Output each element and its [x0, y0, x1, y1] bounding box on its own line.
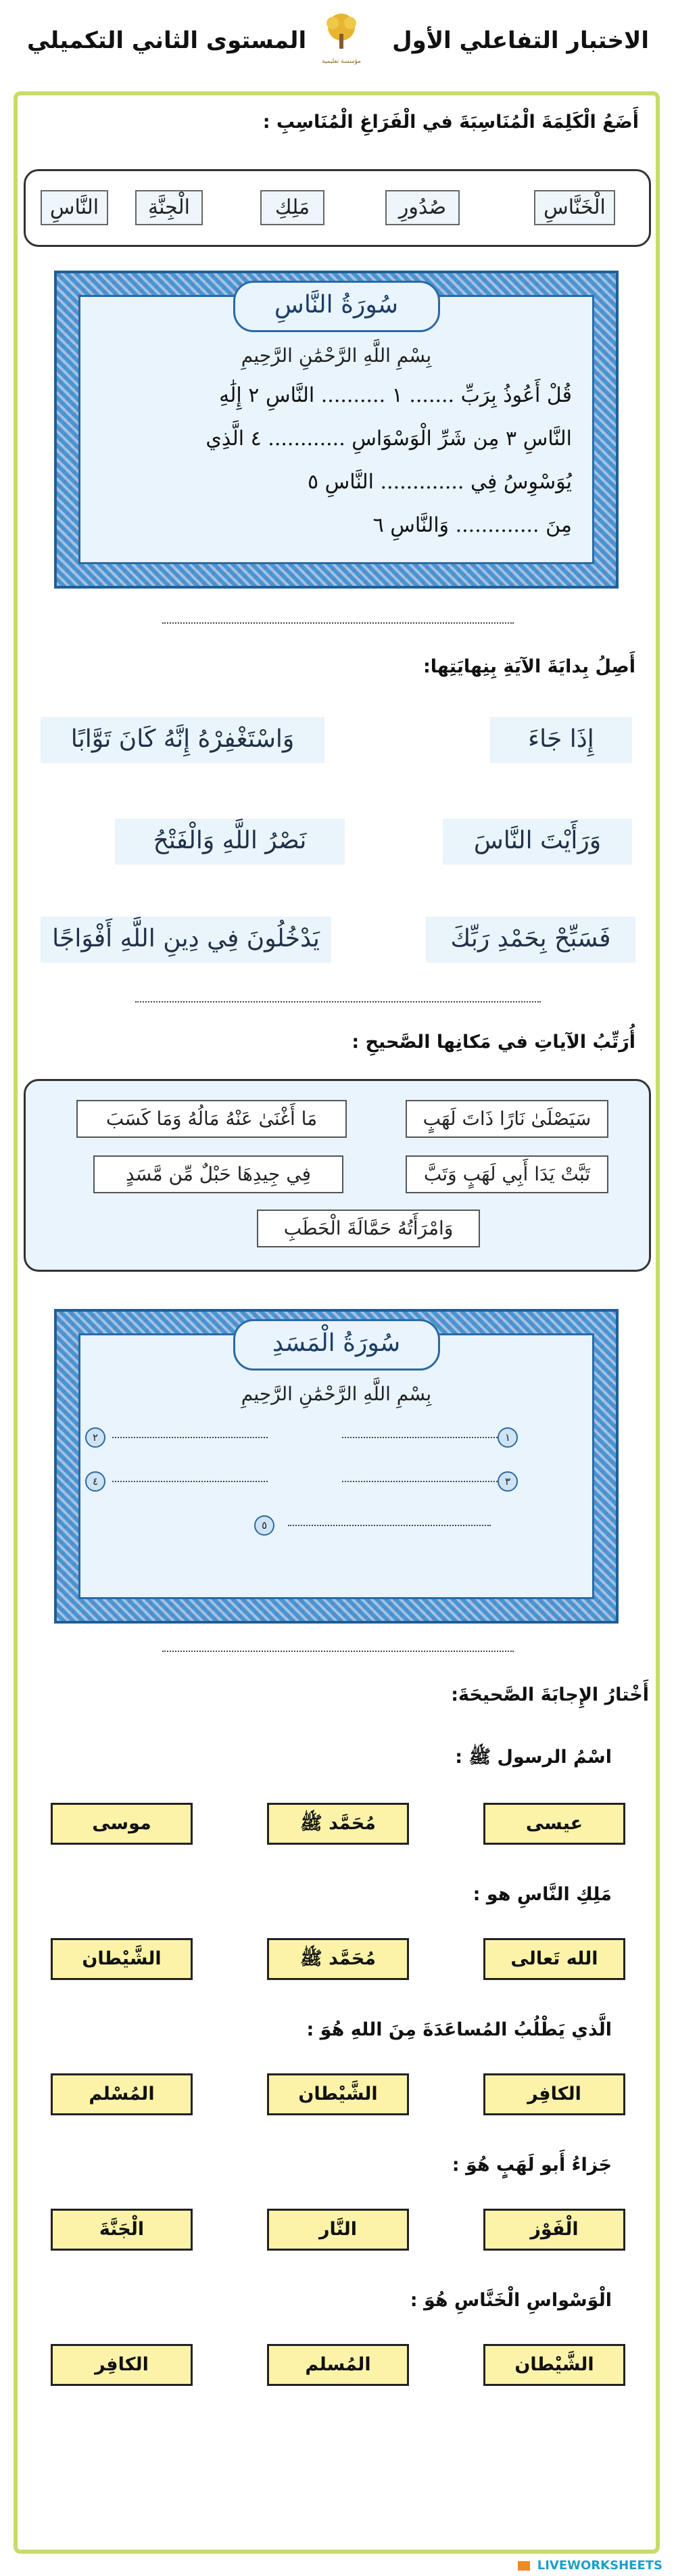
answer-option[interactable]: عيسى	[483, 1803, 625, 1845]
word-card[interactable]: مَلِكِ	[260, 190, 324, 225]
answer-option[interactable]: الْجَنَّةَ	[51, 2209, 193, 2251]
surah-nas-basmala: بِسْمِ اللَّهِ الرَّحْمَٰنِ الرَّحِيمِ	[241, 344, 432, 367]
match-start[interactable]: وَرَأَيْتَ النَّاسَ	[443, 819, 632, 865]
question-5: الْوَسْواسِ الْخَنَّاسِ هُوَ :	[410, 2290, 612, 2311]
answer-line	[112, 1437, 268, 1438]
surah-masad-panel	[54, 1309, 619, 1624]
section4-heading: أَخْتارُ الإِجابَةَ الصَّحيحَةَ:	[451, 1684, 649, 1705]
word-card[interactable]: صُدُورِ	[385, 190, 460, 225]
order-item[interactable]: فِي جِيدِهَا حَبْلٌ مِّن مَّسَدٍ	[93, 1155, 343, 1193]
question-3: الَّذي يَطْلُبُ المُساعَدَةَ مِنَ اللهِ هُوَ :	[306, 2019, 612, 2040]
surah-nas-title: سُورَةُ النَّاسِ	[233, 281, 440, 332]
answer-option[interactable]: المُسلم	[267, 2344, 409, 2386]
verse-number: ٢	[85, 1427, 105, 1448]
word-card[interactable]: النَّاسِ	[41, 190, 108, 225]
order-item[interactable]: سَيَصْلَىٰ نَارًا ذَاتَ لَهَبٍ	[406, 1100, 608, 1138]
logo	[318, 8, 365, 69]
word-bank	[24, 169, 651, 247]
match-end[interactable]: نَصْرُ اللَّهِ وَالْفَتْحُ	[115, 819, 345, 865]
match-start[interactable]: إِذَا جَاءَ	[490, 717, 632, 763]
answer-option[interactable]: الشَّيْطان	[483, 2344, 625, 2386]
surah-nas-panel	[54, 271, 619, 589]
header-test-title: الاختبار التفاعلي الأول	[392, 27, 649, 54]
surah-masad-title: سُورَةُ الْمَسَدِ	[233, 1319, 440, 1371]
answer-option[interactable]: مُحَمَّد ﷺ	[267, 1803, 409, 1845]
answer-option[interactable]: الْفَوْز	[483, 2209, 625, 2251]
surah-nas-line-4: مِنَ ............. وَالنَّاسِ ٦	[372, 513, 572, 537]
answer-option[interactable]: النَّار	[267, 2209, 409, 2251]
answer-option[interactable]: الشَّيْطان	[51, 1938, 193, 1980]
verse-number: ١	[498, 1427, 518, 1448]
footer-brand[interactable]	[518, 2558, 662, 2573]
match-end[interactable]: وَاسْتَغْفِرْهُ إِنَّهُ كَانَ تَوَّابًا	[41, 717, 324, 763]
answer-option[interactable]: المُسْلم	[51, 2073, 193, 2115]
surah-masad-basmala: بِسْمِ اللَّهِ الرَّحْمَٰنِ الرَّحِيمِ	[241, 1383, 432, 1405]
section3-heading: أُرَتِّبُ الآياتِ في مَكانِها الصَّحيحِ :	[352, 1032, 635, 1053]
order-item[interactable]: مَا أَغْنَىٰ عَنْهُ مَالُهُ وَمَا كَسَبَ	[76, 1100, 347, 1138]
surah-nas-line-1: قُلْ أَعُوذُ بِرَبِّ ....... ١ .......... النَّاسِ ٢ إِلَٰهِ	[219, 384, 572, 407]
logo-caption: مؤسسة تعليمية	[321, 58, 361, 65]
answer-option[interactable]: الله تَعالى	[483, 1938, 625, 1980]
answer-option[interactable]: مُحَمَّد ﷺ	[267, 1938, 409, 1980]
surah-nas-line-3: يُوَسْوِسُ فِي ............. النَّاسِ ٥	[308, 470, 572, 494]
order-bank	[24, 1079, 651, 1272]
section1-heading: أَضَعُ الْكَلِمَةَ الْمُنَاسِبَةَ في الْفَرَاغِ الْمُنَاسِبِ :	[262, 112, 639, 133]
order-item[interactable]: وَامْرَأَتُهُ حَمَّالَةَ الْحَطَبِ	[257, 1210, 480, 1247]
match-start[interactable]: فَسَبِّحْ بِحَمْدِ رَبِّكَ	[426, 917, 635, 963]
surah-nas-line-2: النَّاسِ ٣ مِن شَرِّ الْوَسْوَاسِ ............ ٤ الَّذِي	[206, 427, 572, 451]
match-end[interactable]: يَدْخُلُونَ فِي دِينِ اللَّهِ أَفْوَاجًا	[41, 917, 331, 963]
divider-line	[135, 1001, 541, 1003]
verse-number: ٥	[254, 1515, 274, 1536]
answer-option[interactable]: موسى	[51, 1803, 193, 1845]
surah-nas-inner	[78, 291, 594, 564]
answer-line	[342, 1437, 498, 1438]
footer-brand-text: LIVEWORKSHEETS	[537, 2558, 662, 2573]
word-card[interactable]: الْخَنَّاسِ	[534, 190, 615, 225]
answer-option[interactable]: الكافِر	[483, 2073, 625, 2115]
answer-line	[288, 1525, 491, 1526]
word-card[interactable]: الْجِنَّةِ	[135, 190, 203, 225]
section2-heading: أَصِلُ بِدايَةَ الآيَةِ بِنِهايَتِها:	[422, 656, 635, 677]
verse-number: ٤	[85, 1471, 105, 1492]
divider-line	[162, 1651, 514, 1652]
answer-line	[342, 1481, 498, 1482]
answer-line	[112, 1481, 268, 1482]
question-1: اسْمُ الرسول ﷺ :	[455, 1747, 612, 1768]
answer-option[interactable]: الكافِر	[51, 2344, 193, 2386]
answer-option[interactable]: الشَّيْطان	[267, 2073, 409, 2115]
order-item[interactable]: تَبَّتْ يَدَا أَبِي لَهَبٍ وَتَبَّ	[406, 1155, 608, 1193]
divider-line	[162, 622, 514, 624]
question-4: جَزاءُ أَبو لَهَبٍ هُوَ :	[452, 2155, 612, 2176]
verse-number: ٣	[498, 1471, 518, 1492]
tree-logo-icon	[318, 8, 365, 55]
liveworksheets-logo-icon	[518, 2561, 530, 2571]
surah-masad-inner	[78, 1329, 594, 1599]
header-level-title: المستوى الثاني التكميلي	[27, 27, 307, 54]
question-2: مَلِكِ النَّاسِ هو :	[473, 1884, 612, 1905]
